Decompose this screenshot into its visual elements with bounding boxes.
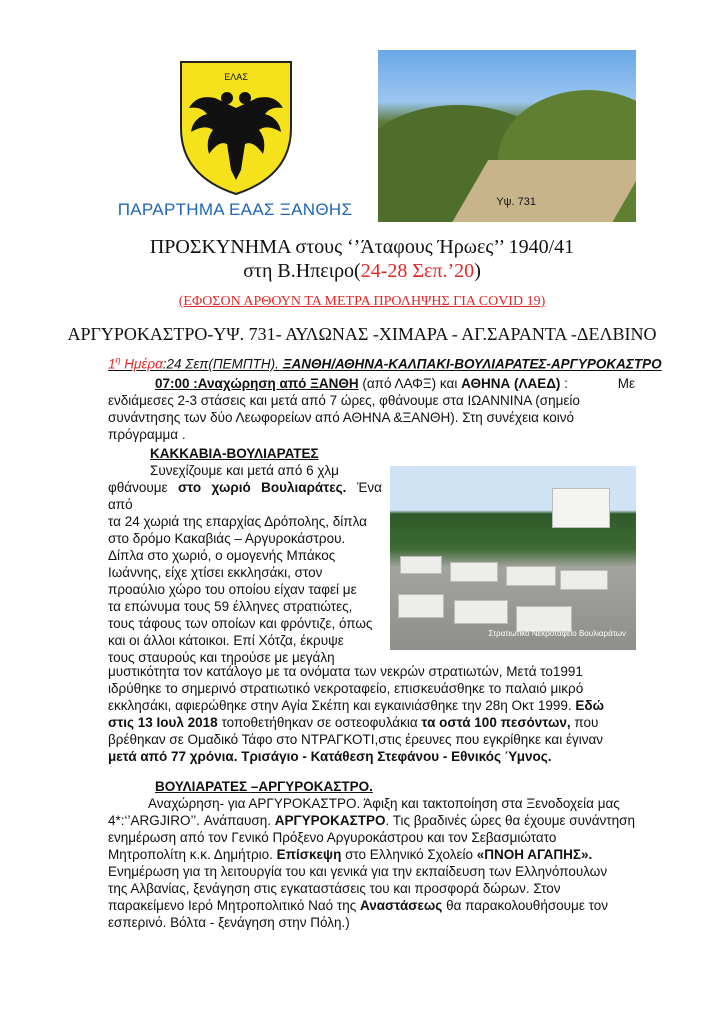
page-subtitle: στη Β.Ηπειρο(24-28 Σεπ.’20) [243,260,481,282]
page-title: ΠΡΟΣΚΥΝΗΜΑ στους ‘’Άταφους Ήρωες’’ 1940/41 [149,236,575,258]
section1-heading: ΚΑΚΚΑΒΙΑ-ΒΟΥΛΙΑΡΑΤΕΣ [150,446,319,461]
trip-dates: 24-28 Σεπ.’20 [360,260,475,282]
section2-heading: ΒΟΥΛΙΑΡΑΤΕΣ –ΑΡΓΥΡΟΚΑΣΤΡΟ. [155,779,373,794]
eaas-logo [175,58,297,196]
section1-wrapped-text: Συνεχίζουμε και μετά από 6 χλμ φθάνουμε στο χωριό Βουλιαράτες. Ένα από τα 24 χωριά της επαρχίας Δρόπολης, δίπλα στο δρόμο Κακαβιάς – Αργυροκάστρου. Δίπλα στο χωριό, ο ομογενής Μπάκος Ιωάννης, είχε χτίσει εκκλησάκι, στον προαύλιο χώρο του οποίου είχαν ταφεί με τα επώνυμα τους 59 έλληνες στρατιώτες, τους τάφους των οποίων και φρόντιζε, όπως και οι άλλοι κάτοικοι. Επί Χότζα, έκρυψε τους σταυρούς και τηρούσε με μεγάλη [108,463,382,665]
section2-text: Αναχώρηση- για ΑΡΓΥΡΟΚΑΣΤΡΟ. Άφιξη και τακτοποίηση στα Ξενοδοχεία μας 4*:‘’ARGJIRO’’. Ανάπαυση. ΑΡΓΥΡΟΚΑΣΤΡΟ. Τις βραδινές ώρες θα έχουμε συνάντηση ενημέρωση από τον Γενικό Πρόξενο Αργυροκάστρου και τον Σεβασμιώτατο Μητροπολίτη κ.κ. Δημήτριο. Επίσκεψη στο Ελληνικό Σχολείο «ΠΝΟΗ ΑΓΑΠΗΣ». Ενημέρωση για τη λειτουργία του και γενικά για την εκπαίδευση των Ελληνόπουλων της Αλβανίας, ξενάγηση στις εγκαταστάσεις του και προσφορά δώρων. Στον παρακείμενο Ιερό Μητροπολιτικό Ναό της Αναστάσεως θα παρακολουθήσουμε τον εσπερινό. Βόλτα - ξενάγηση στην Πόλη.) [108,796,635,930]
logo-text: ΕΛΑΣ [224,72,248,82]
section1-full-text: μυστικότητα τον κατάλογο με τα ονόματα των νεκρών στρατιωτών, Μετά το1991 ιδρύθηκε το σημερινό στρατιωτικό νεκροταφείο, επισκευάσθηκε το παλαιό μικρό εκκλησάκι, αφιερώθηκε στην Αγία Σκέπη και εγκαινιάσθηκε την 28η Οκτ 1999. Εδώ στις 13 Ιουλ 2018 τοποθετήθηκαν σε οστεοφυλάκια τα οστά 100 πεσόντων, που βρέθηκαν σε Ομαδικό Τάφο στο ΝΤΡΑΓΚΟΤΙ,στις έρευνες που εγκρίθηκε και έγιναν μετά από 77 χρόνια. Τρισάγιο - Κατάθεση Στεφάνου - Εθνικός Ύμνος. [108,664,604,764]
hill-731-photo [378,50,636,222]
departure-line: 07:00 :Αναχώρηση από ΞΑΝΘΗ (από ΛΑΦΞ) και ΑΘΗΝΑ (ΛΑΕΔ) : Με [155,376,635,391]
cemetery-photo-caption: Στρατιωτικό Νεκροταφείο Βουλιαράτων [488,629,626,638]
day1-heading: $1^\eta$ Ημέρα:24 Σεπ(ΠΕΜΠΤΗ). ΞΑΝΘΗ/ΑΘΗΝΑ-ΚΑΛΠΑΚΙ-ΒΟΥΛΙΑΡΑΤΕΣ-ΑΡΓΥΡΟΚΑΣΤΡΟ [108,355,662,372]
covid-notice: (ΕΦΟΣΟΝ ΑΡΘΟΥΝ ΤΑ ΜΕΤΡΑ ΠΡΟΛΗΨΗΣ ΓΙΑ COVID 19) [178,294,546,309]
trip-route: ΑΡΓΥΡΟΚΑΣΤΡΟ-ΥΨ. 731- ΑΥΛΩΝΑΣ -ΧΙΜΑΡΑ - ΑΓ.ΣΑΡΑΝΤΑ -ΔΕΛΒΙΝΟ [67,324,657,344]
departure-text: ενδιάμεσες 2-3 στάσεις και μετά από 7 ώρες, φθάνουμε στα ΙΩΑΝΝΙΝΑ (σημείο συνάντησης των δύο Λεωφορείων από ΑΘΗΝΑ &ΞΑΝΘΗ). Στη συνέχεια κοινό πρόγραμμα . [108,393,580,442]
cemetery-photo [390,466,636,650]
org-name: ΠΑΡΑΡΤΗΜΑ ΕΑΑΣ ΞΑΝΘΗΣ [117,200,353,219]
photo-caption: Υψ. 731 [496,196,536,208]
